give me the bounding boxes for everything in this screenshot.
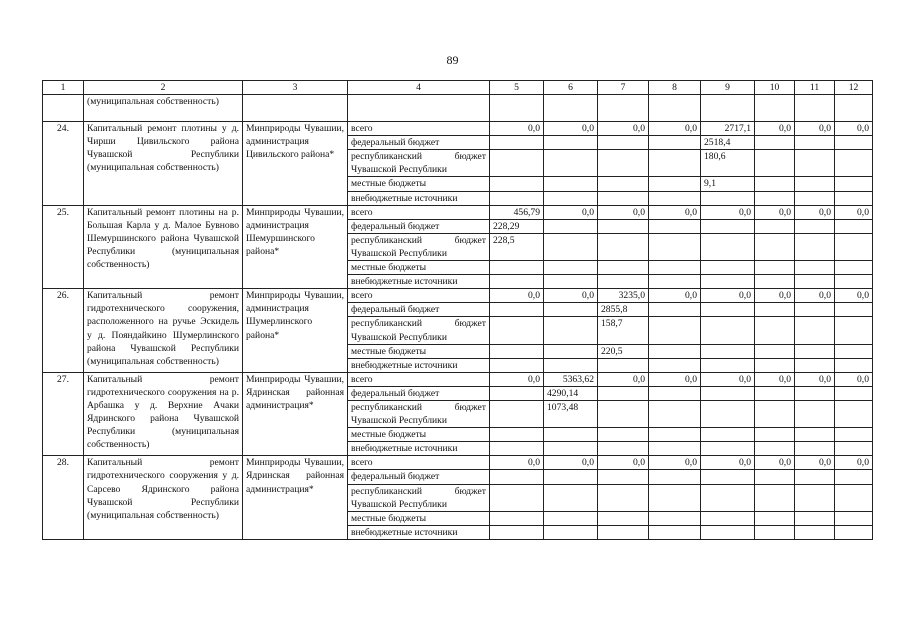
item-number	[43, 95, 84, 122]
value-cell	[755, 470, 795, 484]
value-cell	[490, 511, 544, 525]
value-cell	[835, 219, 873, 233]
value-cell: 0,0	[598, 122, 649, 136]
value-cell: 0,0	[544, 122, 598, 136]
value-cell	[835, 136, 873, 150]
value-cell: 0,0	[835, 456, 873, 470]
item-number: 24.	[43, 122, 84, 206]
value-cell: 5363,62	[544, 372, 598, 386]
value-cell	[795, 150, 835, 177]
value-cell	[701, 344, 755, 358]
value-cell: 0,0	[649, 456, 701, 470]
value-cell	[649, 484, 701, 511]
value-cell: 228,5	[490, 233, 544, 260]
funding-source: республиканский бюджет Чувашской Республики	[348, 484, 490, 511]
value-cell	[701, 219, 755, 233]
value-cell	[649, 317, 701, 344]
funding-source: внебюджетные источники	[348, 275, 490, 289]
value-cell	[795, 470, 835, 484]
value-cell	[795, 191, 835, 205]
value-cell	[598, 150, 649, 177]
value-cell	[835, 511, 873, 525]
value-cell: 0,0	[835, 372, 873, 386]
value-cell	[649, 136, 701, 150]
value-cell	[795, 525, 835, 539]
value-cell	[755, 428, 795, 442]
value-cell	[490, 136, 544, 150]
table-row	[43, 122, 873, 136]
value-cell	[490, 525, 544, 539]
value-cell: 0,0	[701, 456, 755, 470]
funding-source: местные бюджеты	[348, 177, 490, 191]
header-cell: 9	[701, 81, 755, 95]
value-cell: 0,0	[598, 456, 649, 470]
value-cell	[795, 233, 835, 260]
value-cell	[755, 177, 795, 191]
value-cell	[701, 233, 755, 260]
value-cell	[544, 484, 598, 511]
value-cell	[544, 233, 598, 260]
value-cell	[649, 511, 701, 525]
header-cell: 6	[544, 81, 598, 95]
value-cell	[701, 386, 755, 400]
value-cell	[598, 484, 649, 511]
value-cell	[649, 261, 701, 275]
value-cell	[755, 261, 795, 275]
page-number: 89	[446, 53, 459, 67]
value-cell	[835, 428, 873, 442]
value-cell: 0,0	[795, 205, 835, 219]
value-cell	[701, 358, 755, 372]
value-cell	[649, 219, 701, 233]
value-cell	[544, 275, 598, 289]
value-cell	[701, 400, 755, 427]
value-cell	[490, 177, 544, 191]
value-cell: 0,0	[755, 372, 795, 386]
value-cell	[490, 400, 544, 427]
table-row	[43, 372, 873, 386]
value-cell	[701, 191, 755, 205]
value-cell	[544, 428, 598, 442]
value-cell	[835, 177, 873, 191]
table-row	[43, 289, 873, 303]
value-cell	[544, 442, 598, 456]
value-cell	[649, 358, 701, 372]
value-cell: 0,0	[795, 372, 835, 386]
value-cell	[490, 261, 544, 275]
value-cell	[835, 400, 873, 427]
header-cell: 7	[598, 81, 649, 95]
value-cell: 0,0	[544, 289, 598, 303]
value-cell: 0,0	[835, 205, 873, 219]
value-cell	[755, 150, 795, 177]
value-cell	[755, 95, 795, 122]
value-cell	[755, 442, 795, 456]
value-cell	[755, 219, 795, 233]
funding-source: федеральный бюджет	[348, 219, 490, 233]
table-row	[43, 205, 873, 219]
value-cell	[755, 525, 795, 539]
value-cell	[598, 470, 649, 484]
value-cell	[795, 275, 835, 289]
value-cell	[835, 261, 873, 275]
value-cell	[649, 303, 701, 317]
value-cell	[701, 484, 755, 511]
value-cell: 0,0	[755, 456, 795, 470]
item-executor: Минприроды Чувашии, администрация Цивильского района*	[243, 122, 348, 206]
value-cell: 1073,48	[544, 400, 598, 427]
value-cell	[795, 428, 835, 442]
value-cell	[649, 525, 701, 539]
header-cell: 11	[795, 81, 835, 95]
value-cell	[701, 525, 755, 539]
value-cell	[835, 303, 873, 317]
value-cell	[598, 358, 649, 372]
value-cell	[598, 136, 649, 150]
value-cell	[490, 428, 544, 442]
funding-source: всего	[348, 289, 490, 303]
value-cell	[835, 358, 873, 372]
value-cell	[544, 511, 598, 525]
value-cell: 0,0	[701, 205, 755, 219]
header-cell: 10	[755, 81, 795, 95]
value-cell	[544, 317, 598, 344]
value-cell	[835, 470, 873, 484]
value-cell	[755, 484, 795, 511]
header-cell: 2	[84, 81, 243, 95]
value-cell	[649, 191, 701, 205]
funding-source: республиканский бюджет Чувашской Республики	[348, 150, 490, 177]
value-cell: 0,0	[598, 372, 649, 386]
value-cell	[598, 525, 649, 539]
value-cell: 0,0	[795, 122, 835, 136]
value-cell	[490, 386, 544, 400]
funding-source: местные бюджеты	[348, 511, 490, 525]
funding-source: федеральный бюджет	[348, 303, 490, 317]
value-cell	[835, 386, 873, 400]
value-cell: 0,0	[649, 289, 701, 303]
value-cell: 2518,4	[701, 136, 755, 150]
value-cell	[490, 484, 544, 511]
value-cell: 180,6	[701, 150, 755, 177]
value-cell	[835, 95, 873, 122]
value-cell	[649, 344, 701, 358]
value-cell	[649, 233, 701, 260]
value-cell	[755, 386, 795, 400]
value-cell	[544, 219, 598, 233]
continuation-row	[43, 95, 873, 122]
value-cell	[795, 317, 835, 344]
funding-source: республиканский бюджет Чувашской Республики	[348, 400, 490, 427]
value-cell: 0,0	[649, 122, 701, 136]
item-name: Капитальный ремонт плотины на р. Большая Карла у д. Малое Бувново Шемуршинского района Чувашской Республики (муниципальная собственность)	[84, 205, 243, 289]
item-executor: Минприроды Чувашии, администрация Шумерлинского района*	[243, 289, 348, 373]
funding-source: всего	[348, 205, 490, 219]
funding-source: внебюджетные источники	[348, 358, 490, 372]
value-cell	[701, 261, 755, 275]
funding-source: внебюджетные источники	[348, 191, 490, 205]
value-cell: 0,0	[795, 456, 835, 470]
value-cell	[649, 428, 701, 442]
value-cell	[490, 358, 544, 372]
value-cell: 228,29	[490, 219, 544, 233]
value-cell	[649, 95, 701, 122]
value-cell	[835, 317, 873, 344]
header-cell: 8	[649, 81, 701, 95]
table-row	[43, 456, 873, 470]
value-cell: 158,7	[598, 317, 649, 344]
value-cell	[701, 428, 755, 442]
funding-source	[348, 95, 490, 122]
value-cell	[544, 358, 598, 372]
value-cell	[755, 344, 795, 358]
item-executor	[243, 95, 348, 122]
value-cell: 0,0	[490, 122, 544, 136]
funding-source: всего	[348, 372, 490, 386]
value-cell	[544, 95, 598, 122]
funding-source: внебюджетные источники	[348, 442, 490, 456]
value-cell	[795, 303, 835, 317]
item-executor: Минприроды Чувашии, Ядринская районная администрация*	[243, 456, 348, 540]
value-cell: 0,0	[649, 205, 701, 219]
value-cell	[649, 400, 701, 427]
item-number: 26.	[43, 289, 84, 373]
value-cell	[649, 386, 701, 400]
item-executor: Минприроды Чувашии, Ядринская районная администрация*	[243, 372, 348, 456]
program-table	[42, 80, 873, 540]
value-cell	[755, 511, 795, 525]
item-name: Капитальный ремонт гидротехнического сооружения, расположенного на ручье Эскидель у д. Пояндайкино Шумерлинского района Чувашской Республики (муниципальная собственность)	[84, 289, 243, 373]
value-cell	[544, 191, 598, 205]
value-cell: 220,5	[598, 344, 649, 358]
item-executor: Минприроды Чувашии, администрация Шемуршинского района*	[243, 205, 348, 289]
value-cell	[598, 233, 649, 260]
value-cell: 0,0	[490, 456, 544, 470]
value-cell	[490, 344, 544, 358]
value-cell: 456,79	[490, 205, 544, 219]
value-cell	[701, 442, 755, 456]
value-cell	[649, 150, 701, 177]
value-cell	[598, 511, 649, 525]
value-cell	[701, 511, 755, 525]
value-cell	[755, 191, 795, 205]
value-cell	[490, 317, 544, 344]
value-cell	[598, 428, 649, 442]
value-cell	[490, 191, 544, 205]
value-cell	[598, 275, 649, 289]
value-cell	[795, 400, 835, 427]
value-cell	[490, 95, 544, 122]
value-cell	[490, 303, 544, 317]
value-cell	[755, 136, 795, 150]
value-cell: 0,0	[544, 205, 598, 219]
value-cell: 9,1	[701, 177, 755, 191]
value-cell: 3235,0	[598, 289, 649, 303]
value-cell: 0,0	[490, 289, 544, 303]
value-cell	[598, 386, 649, 400]
header-cell: 12	[835, 81, 873, 95]
value-cell	[701, 275, 755, 289]
item-name: Капитальный ремонт плотины у д. Чирши Цивильского района Чувашской Республики (муниципальная собственность)	[84, 122, 243, 206]
funding-source: федеральный бюджет	[348, 470, 490, 484]
value-cell: 4290,14	[544, 386, 598, 400]
value-cell	[795, 442, 835, 456]
value-cell: 0,0	[835, 289, 873, 303]
value-cell: 0,0	[755, 289, 795, 303]
value-cell	[544, 344, 598, 358]
value-cell	[544, 136, 598, 150]
value-cell	[701, 303, 755, 317]
value-cell	[598, 442, 649, 456]
value-cell	[649, 470, 701, 484]
value-cell	[795, 261, 835, 275]
value-cell	[544, 261, 598, 275]
header-cell: 4	[348, 81, 490, 95]
value-cell: 0,0	[490, 372, 544, 386]
value-cell: 0,0	[598, 205, 649, 219]
value-cell: 0,0	[795, 289, 835, 303]
value-cell	[835, 150, 873, 177]
value-cell	[598, 95, 649, 122]
value-cell	[755, 358, 795, 372]
funding-source: федеральный бюджет	[348, 386, 490, 400]
funding-source: федеральный бюджет	[348, 136, 490, 150]
value-cell: 2717,1	[701, 122, 755, 136]
value-cell	[649, 177, 701, 191]
value-cell	[755, 317, 795, 344]
value-cell	[544, 303, 598, 317]
funding-source: местные бюджеты	[348, 344, 490, 358]
header-cell: 3	[243, 81, 348, 95]
value-cell	[598, 191, 649, 205]
funding-source: местные бюджеты	[348, 428, 490, 442]
value-cell	[795, 358, 835, 372]
value-cell	[835, 191, 873, 205]
value-cell	[598, 261, 649, 275]
value-cell	[649, 275, 701, 289]
value-cell	[795, 136, 835, 150]
item-name: (муниципальная собственность)	[84, 95, 243, 122]
value-cell	[835, 525, 873, 539]
funding-source: всего	[348, 456, 490, 470]
value-cell: 0,0	[701, 372, 755, 386]
value-cell	[795, 484, 835, 511]
header-cell: 5	[490, 81, 544, 95]
funding-source: местные бюджеты	[348, 261, 490, 275]
value-cell: 0,0	[544, 456, 598, 470]
value-cell	[544, 150, 598, 177]
value-cell	[490, 150, 544, 177]
value-cell: 0,0	[835, 122, 873, 136]
value-cell: 2855,8	[598, 303, 649, 317]
item-name: Капитальный ремонт гидротехнического сооружения на р. Арбашка у д. Верхние Ачаки Ядринского района Чувашской Республики (муниципальная собственность)	[84, 372, 243, 456]
value-cell	[795, 344, 835, 358]
item-number: 28.	[43, 456, 84, 540]
item-number: 27.	[43, 372, 84, 456]
value-cell	[755, 233, 795, 260]
value-cell	[544, 525, 598, 539]
value-cell: 0,0	[701, 289, 755, 303]
value-cell	[544, 177, 598, 191]
value-cell	[598, 177, 649, 191]
value-cell	[835, 344, 873, 358]
funding-source: республиканский бюджет Чувашской Республики	[348, 317, 490, 344]
value-cell	[598, 219, 649, 233]
header-cell: 1	[43, 81, 84, 95]
value-cell	[490, 470, 544, 484]
value-cell	[795, 219, 835, 233]
funding-source: внебюджетные источники	[348, 525, 490, 539]
item-name: Капитальный ремонт гидротехнического сооружения у д. Сарсево Ядринского района Чувашской Республики (муниципальная собственность)	[84, 456, 243, 540]
value-cell	[701, 317, 755, 344]
value-cell	[835, 484, 873, 511]
value-cell	[835, 233, 873, 260]
funding-source: всего	[348, 122, 490, 136]
value-cell	[835, 275, 873, 289]
value-cell	[598, 400, 649, 427]
value-cell	[544, 470, 598, 484]
value-cell	[795, 177, 835, 191]
value-cell	[795, 95, 835, 122]
value-cell	[701, 470, 755, 484]
value-cell	[490, 442, 544, 456]
value-cell: 0,0	[755, 122, 795, 136]
value-cell: 0,0	[755, 205, 795, 219]
value-cell	[755, 400, 795, 427]
value-cell	[835, 442, 873, 456]
value-cell: 0,0	[649, 372, 701, 386]
value-cell	[795, 511, 835, 525]
value-cell	[701, 95, 755, 122]
value-cell	[649, 442, 701, 456]
value-cell	[755, 303, 795, 317]
header-row	[43, 81, 873, 95]
value-cell	[490, 275, 544, 289]
funding-source: республиканский бюджет Чувашской Республики	[348, 233, 490, 260]
item-number: 25.	[43, 205, 84, 289]
value-cell	[755, 275, 795, 289]
value-cell	[795, 386, 835, 400]
